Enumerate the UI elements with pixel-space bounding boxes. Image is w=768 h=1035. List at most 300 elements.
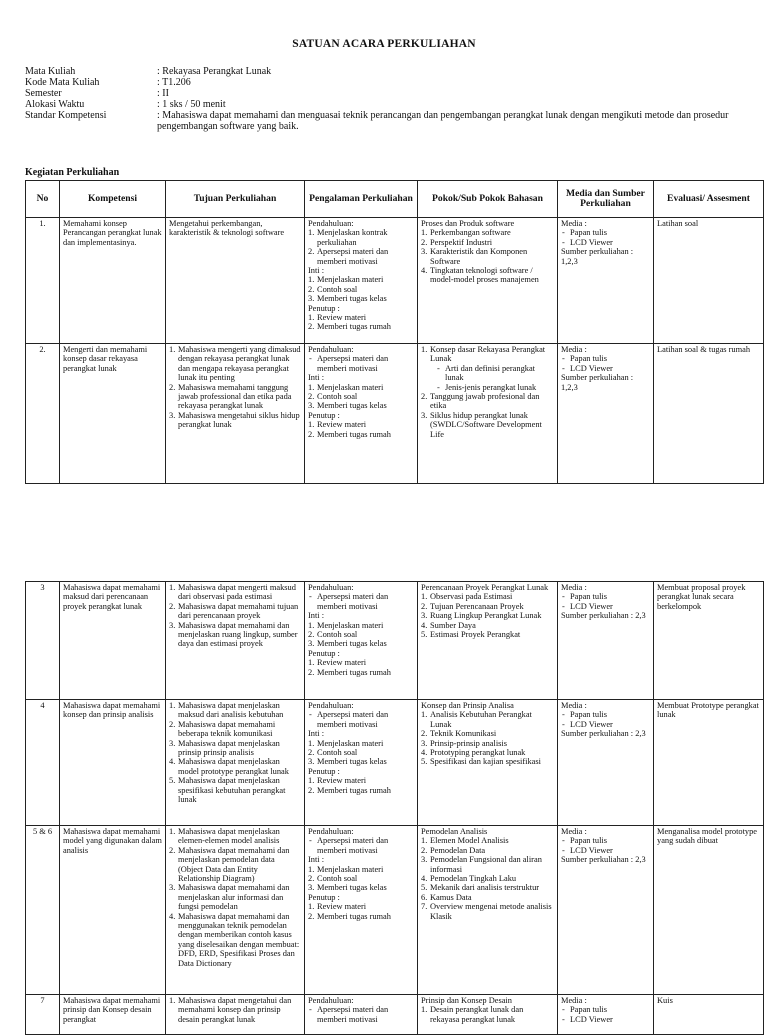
header-no: No	[26, 181, 60, 218]
list-item	[169, 383, 301, 411]
item-text: Spesifikasi dan kajian spesifikasi	[430, 757, 541, 767]
item-number: 5.	[421, 883, 428, 893]
inti-label: Inti :	[308, 855, 325, 865]
item-text: Memberi tugas rumah	[317, 322, 391, 332]
item-number: 1.	[308, 620, 315, 630]
list-item	[308, 658, 414, 667]
item-number: 2.	[308, 322, 315, 332]
item-text: Mahasiswa dapat memahami dan menjelaskan ruang lingkup, sumber daya dan estimasi proyek	[178, 620, 298, 649]
list-item	[421, 729, 554, 738]
item-number: 3.	[421, 855, 428, 865]
list-item	[169, 621, 301, 649]
list-item	[169, 912, 301, 968]
header-kompetensi: Kompetensi	[60, 181, 166, 218]
dash-bullet: -	[562, 237, 565, 247]
item-text: Observasi pada Estimasi	[430, 592, 513, 602]
cell-tujuan	[166, 582, 305, 700]
item-number: 3.	[169, 738, 176, 748]
item-text: Mahasiswa dapat menjelaskan elemen-elemen model analisis	[178, 827, 280, 846]
item-text: Jenis-jenis perangkat lunak	[445, 382, 537, 392]
item-number: 1.	[421, 592, 428, 602]
item-number: 2.	[308, 874, 315, 884]
list-item	[421, 902, 554, 921]
item-text: LCD Viewer	[570, 1014, 613, 1024]
cell-kompetensi: Memahami konsep Perancangan perangkat lunak dan implementasinya.	[60, 218, 166, 344]
pokok-intro: Pemodelan Analisis	[421, 827, 488, 836]
list-item	[169, 602, 301, 621]
cell-pengalaman	[305, 344, 418, 484]
item-number: 2.	[169, 845, 176, 855]
item-number: 2.	[308, 630, 315, 640]
list-item	[308, 592, 414, 611]
item-text: Contoh soal	[317, 748, 358, 758]
item-text: Contoh soal	[317, 284, 358, 294]
item-number: 4.	[421, 620, 428, 630]
pendahuluan-list	[308, 228, 414, 266]
item-number: 2.	[308, 247, 315, 257]
list-item	[308, 668, 414, 677]
cell-no: 7	[26, 995, 60, 1035]
list-item	[169, 739, 301, 758]
cell-evaluasi: Latihan soal & tugas rumah	[654, 344, 764, 484]
item-number: 4.	[421, 748, 428, 758]
cell-pokok	[418, 826, 558, 995]
info-label: Kode Mata Kuliah	[25, 77, 100, 88]
cell-media	[558, 582, 654, 700]
item-number: 2.	[308, 392, 315, 402]
media-list	[561, 710, 650, 729]
dash-bullet: -	[437, 382, 440, 392]
cell-tujuan: Mengetahui perkembangan, karakteristik & teknologi software	[166, 218, 305, 344]
list-item	[421, 266, 554, 285]
inti-list	[308, 383, 414, 411]
dash-bullet: -	[309, 710, 312, 720]
cell-media	[558, 995, 654, 1035]
item-text: Arti dan definisi perangkat lunak	[445, 363, 536, 383]
item-text: Kamus Data	[430, 892, 472, 902]
item-text: Perkembangan software	[430, 228, 511, 238]
dash-bullet: -	[437, 363, 440, 373]
item-number: 3.	[421, 247, 428, 257]
pokok-list	[421, 592, 554, 639]
item-text: Karakteristik dan Komponen Software	[430, 247, 528, 266]
cell-kompetensi: Mahasiswa dapat memahami maksud dari perencanaan proyek perangkat lunak	[60, 582, 166, 700]
item-text: Estimasi Proyek Perangkat	[430, 630, 521, 640]
item-number: 3.	[169, 883, 176, 893]
list-item	[421, 883, 554, 892]
item-text: Menjelaskan materi	[317, 738, 384, 748]
header-pokok: Pokok/Sub Pokok Bahasan	[418, 181, 558, 218]
item-number: 1.	[169, 583, 176, 592]
item-text: Elemen Model Analisis	[430, 836, 509, 846]
item-number: 2.	[421, 237, 428, 247]
media-label: Media :	[561, 219, 587, 228]
item-number: 3.	[308, 294, 315, 304]
inti-label: Inti :	[308, 266, 325, 276]
item-number: 3.	[421, 410, 428, 420]
item-number: 3.	[421, 738, 428, 748]
item-text: Pemodelan Data	[430, 845, 486, 855]
list-item	[421, 621, 554, 630]
activity-table-2	[25, 581, 764, 1035]
item-number: 1.	[421, 836, 428, 846]
item-number: 4.	[169, 757, 176, 767]
list-item	[169, 827, 301, 846]
list-item	[169, 583, 301, 602]
media-label: Media :	[561, 701, 587, 710]
penutup-label: Penutup :	[308, 303, 340, 313]
list-item	[421, 710, 554, 729]
header-evaluasi: Evaluasi/ Assesment	[654, 181, 764, 218]
list-item	[421, 592, 554, 601]
item-text: Contoh soal	[317, 630, 358, 640]
list-item	[308, 1005, 414, 1024]
info-row	[25, 66, 745, 77]
item-number: 1.	[421, 710, 428, 720]
info-value: : 1 sks / 50 menit	[157, 99, 226, 110]
cell-media	[558, 826, 654, 995]
dash-bullet: -	[309, 354, 312, 364]
table-row	[26, 344, 764, 484]
tujuan-list	[169, 827, 301, 968]
inti-label: Inti :	[308, 729, 325, 739]
item-number: 3.	[308, 401, 315, 411]
cell-no: 5 & 6	[26, 826, 60, 995]
cell-evaluasi: Kuis	[654, 995, 764, 1035]
pokok-list	[421, 345, 554, 439]
header-tujuan: Tujuan Perkuliahan	[166, 181, 305, 218]
item-text: Memberi tugas rumah	[317, 667, 391, 677]
list-item	[308, 228, 414, 247]
item-text: Review materi	[317, 776, 367, 786]
list-item	[561, 720, 650, 729]
list-item	[308, 912, 414, 921]
cell-pokok	[418, 700, 558, 826]
list-item	[308, 383, 414, 392]
item-number: 1.	[169, 701, 176, 710]
item-text: Mahasiswa dapat menjelaskan prinsip prinsip analisis	[178, 738, 280, 758]
list-item	[421, 893, 554, 902]
media-list	[561, 836, 650, 855]
cell-kompetensi: Mengerti dan memahami konsep dasar rekayasa perangkat lunak	[60, 344, 166, 484]
penutup-list	[308, 658, 414, 677]
item-text: Desain perangkat lunak dan rekayasa perangkat lunak	[430, 1005, 524, 1024]
dash-bullet: -	[562, 836, 565, 846]
item-text: Tingkatan teknologi software / model-model proses manajemen	[430, 266, 539, 285]
item-text: Apersepsi materi dan memberi motivasi	[317, 247, 389, 266]
pokok-intro: Konsep dan Prinsip Analisa	[421, 701, 514, 710]
tujuan-list	[169, 345, 301, 430]
cell-tujuan	[166, 826, 305, 995]
list-item	[308, 430, 414, 439]
list-item	[561, 1005, 650, 1014]
item-text: Memberi tugas rumah	[317, 785, 391, 795]
list-item	[421, 611, 554, 620]
list-item	[308, 294, 414, 303]
media-list	[561, 592, 650, 611]
info-value: : T1.206	[157, 77, 191, 88]
penutup-label: Penutup :	[308, 892, 340, 902]
item-text: Mahasiswa dapat menjelaskan spesifikasi kebutuhan perangkat lunak	[178, 776, 286, 805]
penutup-list	[308, 776, 414, 795]
dash-bullet: -	[562, 845, 565, 855]
pendahuluan-list	[308, 354, 414, 373]
item-text: Mahasiswa dapat memahami dan menjelaskan pemodelan data (Object Data dan Entity Relationship Diagram)	[178, 845, 290, 884]
cell-kompetensi: Mahasiswa dapat memahami konsep dan prinsip analisis	[60, 700, 166, 826]
item-number: 4.	[421, 874, 428, 884]
list-item	[308, 639, 414, 648]
item-text: Papan tulis	[570, 1005, 607, 1015]
item-text: LCD Viewer	[570, 719, 613, 729]
penutup-label: Penutup :	[308, 410, 340, 420]
cell-media	[558, 700, 654, 826]
item-number: 1.	[421, 345, 428, 354]
media-list	[561, 354, 650, 373]
item-text: Mahasiswa memahami tanggung jawab professional dan etika pada rekayasa perangkat lunak	[178, 382, 292, 411]
item-text: Mahasiswa dapat menjelaskan model prototype perangkat lunak	[178, 757, 289, 776]
cell-no: 4	[26, 700, 60, 826]
cell-no: 1.	[26, 218, 60, 344]
dash-bullet: -	[562, 228, 565, 238]
cell-pokok	[418, 218, 558, 344]
dash-bullet: -	[309, 1005, 312, 1015]
item-text: Contoh soal	[317, 874, 358, 884]
inti-list	[308, 865, 414, 893]
item-text: Contoh soal	[317, 392, 358, 402]
cell-pengalaman	[305, 582, 418, 700]
list-item	[436, 364, 554, 383]
list-item	[436, 383, 554, 392]
list-item	[169, 720, 301, 739]
cell-pengalaman	[305, 826, 418, 995]
list-item	[308, 902, 414, 911]
pokok-list	[421, 836, 554, 921]
table-row	[26, 995, 764, 1035]
item-text: Mahasiswa dapat mengerti maksud dari observasi pada estimasi	[178, 583, 296, 602]
item-text: Review materi	[317, 313, 367, 323]
item-text: Apersepsi materi dan memberi motivasi	[317, 354, 389, 373]
item-text: Menjelaskan kontrak perkuliahan	[317, 228, 388, 247]
list-item	[308, 247, 414, 266]
item-text: Mekanik dari analisis terstruktur	[430, 883, 540, 893]
item-number: 2.	[308, 429, 315, 439]
table-row	[26, 582, 764, 700]
list-item	[561, 354, 650, 363]
list-item	[169, 883, 301, 911]
item-text: Memberi tugas kelas	[317, 757, 387, 767]
list-item	[308, 322, 414, 331]
media-label: Media :	[561, 345, 587, 354]
list-item	[308, 621, 414, 630]
item-text: Mahasiswa dapat memahami tujuan dari perencanaan proyek	[178, 601, 299, 621]
item-text: Memberi tugas kelas	[317, 401, 387, 411]
item-number: 4.	[169, 911, 176, 921]
item-number: 5.	[169, 776, 176, 786]
item-text: Prinsip-prinsip analisis	[430, 738, 508, 748]
item-text: LCD Viewer	[570, 363, 613, 373]
list-item	[561, 846, 650, 855]
info-row	[25, 88, 745, 99]
list-item	[561, 710, 650, 719]
item-number: 1.	[308, 420, 315, 430]
pendahuluan-label: Pendahuluan:	[308, 219, 354, 228]
item-text: Menjelaskan materi	[317, 864, 384, 874]
item-text: Apersepsi materi dan memberi motivasi	[317, 710, 389, 729]
list-item	[421, 836, 554, 845]
item-text: Sumber Daya	[430, 620, 476, 630]
page-title: SATUAN ACARA PERKULIAHAN	[292, 38, 476, 50]
item-number: 1.	[308, 902, 315, 912]
item-text: Memberi tugas kelas	[317, 294, 387, 304]
item-text: Apersepsi materi dan memberi motivasi	[317, 836, 389, 855]
cell-pengalaman	[305, 700, 418, 826]
item-text: Siklus hidup perangkat lunak (SWDLC/Software Development Life	[430, 410, 542, 439]
item-text: Perspektif Industri	[430, 237, 493, 247]
list-item	[421, 855, 554, 874]
cell-no: 2.	[26, 344, 60, 484]
pokok-intro: Prinsip dan Konsep Desain	[421, 996, 512, 1005]
cell-kompetensi: Mahasiswa dapat memahami prinsip dan Konsep desain perangkat	[60, 995, 166, 1035]
dash-bullet: -	[562, 363, 565, 373]
pokok-list	[421, 1005, 554, 1024]
item-text: Overview mengenai metode analisis Klasik	[430, 902, 552, 921]
media-sumber: Sumber perkuliahan : 2,3	[561, 855, 646, 865]
item-text: Papan tulis	[570, 228, 607, 238]
item-text: Menjelaskan materi	[317, 382, 384, 392]
item-number: 2.	[308, 284, 315, 294]
item-text: Papan tulis	[570, 592, 607, 602]
pendahuluan-label: Pendahuluan:	[308, 827, 354, 836]
pendahuluan-label: Pendahuluan:	[308, 345, 354, 354]
dash-bullet: -	[562, 719, 565, 729]
list-item	[308, 401, 414, 410]
cell-media	[558, 344, 654, 484]
info-row	[25, 77, 745, 88]
list-item	[561, 836, 650, 845]
item-text: Memberi tugas kelas	[317, 883, 387, 893]
list-item	[421, 757, 554, 766]
list-item	[421, 238, 554, 247]
item-text: Pemodelan Fungsional dan aliran informasi	[430, 855, 542, 874]
inti-list	[308, 275, 414, 303]
list-item	[308, 748, 414, 757]
list-item	[308, 865, 414, 874]
info-label: Mata Kuliah	[25, 66, 76, 77]
item-text: Papan tulis	[570, 710, 607, 720]
list-item	[421, 247, 554, 266]
list-item	[561, 228, 650, 237]
cell-no: 3	[26, 582, 60, 700]
dash-bullet: -	[562, 1005, 565, 1015]
item-text: Memberi tugas kelas	[317, 639, 387, 649]
item-text: Apersepsi materi dan memberi motivasi	[317, 592, 389, 611]
table-row	[26, 826, 764, 995]
item-number: 3.	[421, 611, 428, 621]
item-number: 1.	[308, 382, 315, 392]
tujuan-list	[169, 701, 301, 804]
item-text: Mahasiswa mengetahui siklus hidup perangkat lunak	[178, 410, 300, 430]
item-text: Mahasiswa dapat mengetahui dan memahami konsep dan prinsip desain perangkat lunak	[178, 996, 292, 1024]
pendahuluan-list	[308, 1005, 414, 1024]
item-text: Mahasiswa dapat memahami dan menjelaskan alur informasi dan fungsi pemodelan	[178, 883, 290, 912]
list-item	[421, 602, 554, 611]
pokok-intro: Proses dan Produk software	[421, 219, 515, 228]
list-item	[421, 345, 554, 392]
item-number: 4.	[421, 266, 428, 276]
cell-tujuan	[166, 995, 305, 1035]
info-value: : Mahasiswa dapat memahami dan menguasai teknik perancangan dan pengembangan perangkat lunak dengan mengikuti metode dan prosedur pengembangan software yang baik.	[157, 110, 729, 132]
list-item	[421, 874, 554, 883]
pendahuluan-label: Pendahuluan:	[308, 996, 354, 1005]
list-item	[169, 996, 301, 1024]
item-number: 1.	[308, 776, 315, 786]
item-number: 1.	[308, 864, 315, 874]
item-text: Review materi	[317, 658, 367, 668]
course-info	[25, 66, 745, 132]
item-number: 2.	[169, 719, 176, 729]
cell-evaluasi: Menganalisa model prototype yang sudah dibuat	[654, 826, 764, 995]
list-item	[308, 836, 414, 855]
dash-bullet: -	[562, 354, 565, 364]
item-text: Konsep dasar Rekayasa Perangkat Lunak	[430, 345, 546, 364]
list-item	[421, 392, 554, 411]
activity-table-1	[25, 180, 764, 484]
info-label: Standar Kompetensi	[25, 110, 107, 121]
item-text: Menjelaskan materi	[317, 620, 384, 630]
list-item	[421, 630, 554, 639]
item-number: 1.	[308, 658, 315, 668]
list-item	[421, 228, 554, 237]
item-number: 3.	[308, 883, 315, 893]
inti-list	[308, 621, 414, 649]
list-item	[308, 776, 414, 785]
dash-bullet: -	[309, 836, 312, 846]
inti-label: Inti :	[308, 611, 325, 621]
item-number: 1.	[421, 228, 428, 238]
item-number: 2.	[421, 392, 428, 402]
pendahuluan-label: Pendahuluan:	[308, 701, 354, 710]
table-row	[26, 218, 764, 344]
penutup-list	[308, 420, 414, 439]
item-number: 2.	[421, 601, 428, 611]
item-number: 1.	[169, 345, 176, 354]
list-item	[421, 411, 554, 439]
list-item	[308, 420, 414, 429]
info-label: Alokasi Waktu	[25, 99, 85, 110]
list-item	[561, 238, 650, 247]
item-text: LCD Viewer	[570, 845, 613, 855]
list-item	[169, 846, 301, 884]
table-header-row	[26, 181, 764, 218]
media-label: Media :	[561, 583, 587, 592]
item-number: 3.	[308, 757, 315, 767]
penutup-list	[308, 313, 414, 332]
cell-pokok	[418, 582, 558, 700]
cell-tujuan	[166, 700, 305, 826]
inti-list	[308, 739, 414, 767]
item-text: Menjelaskan materi	[317, 275, 384, 285]
item-text: Mahasiswa dapat memahami dan menggunakan teknik pemodelan dengan memberikan contoh kasus yang diselesaikan dengan membuat: DFD, ERD, Spesifikasi Proses dan Data Dictionary	[178, 911, 300, 968]
list-item	[421, 748, 554, 757]
list-item	[421, 739, 554, 748]
item-text: Mahasiswa dapat memahami beberapa teknik komunikasi	[178, 719, 276, 739]
media-list	[561, 1005, 650, 1024]
item-number: 6.	[421, 892, 428, 902]
cell-pengalaman	[305, 218, 418, 344]
item-number: 5.	[421, 757, 428, 767]
item-text: Tujuan Perencanaan Proyek	[430, 601, 524, 611]
tujuan-list	[169, 996, 301, 1024]
